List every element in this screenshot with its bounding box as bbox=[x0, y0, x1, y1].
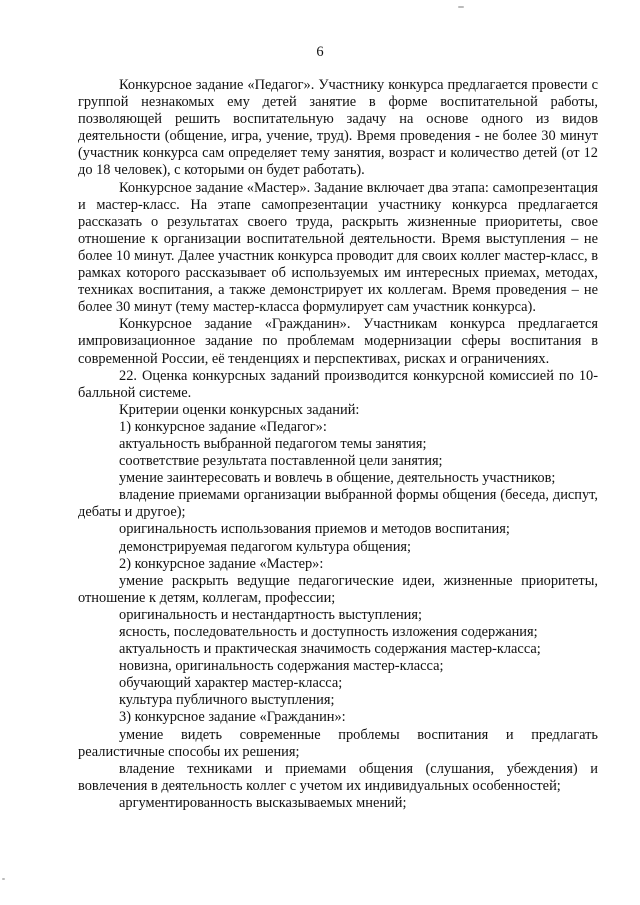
criteria-item: актуальность и практическая значимость содержания мастер-класса; bbox=[119, 641, 541, 658]
criteria-item: умение заинтересовать и вовлечь в общение, деятельность участников; bbox=[119, 470, 556, 487]
criteria-section-pedagog: 1) конкурсное задание «Педагог»: bbox=[119, 418, 327, 435]
criteria-item: оригинальность использования приемов и методов воспитания; bbox=[119, 521, 510, 538]
criteria-item: обучающий характер мастер-класса; bbox=[119, 675, 343, 692]
criteria-heading: Критерии оценки конкурсных заданий: bbox=[119, 401, 360, 418]
criteria-item: демонстрируемая педагогом культура общения; bbox=[119, 538, 412, 555]
paragraph-task-pedagog: Конкурсное задание «Педагог». Участнику конкурса предлагается провести с группой незнакомых ему детей занятие в форме воспитательной работы, позволяющей решить воспитательную задачу на основе одного из видов деятельности (общение, игра, учение, труд). Время проведения - не более 30 минут (участник конкурса сам определяет тему занятия, возраст и количество детей (от 12 до 18 человек), с которыми он будет работать). bbox=[78, 77, 598, 179]
criteria-section-grazhdanin: 3) конкурсное задание «Гражданин»: bbox=[119, 709, 346, 726]
criteria-item: умение видеть современные проблемы воспитания и предлагать реалистичные способы их решения; bbox=[78, 726, 598, 760]
paragraph-evaluation-rule: 22. Оценка конкурсных заданий производится конкурсной комиссией по 10-балльной системе. bbox=[78, 367, 598, 401]
criteria-item: умение раскрыть ведущие педагогические идеи, жизненные приоритеты, отношение к детям, коллегам, профессии; bbox=[78, 572, 598, 606]
criteria-item: культура публичного выступления; bbox=[119, 692, 335, 709]
scan-edge-mark bbox=[458, 6, 464, 8]
criteria-item: соответствие результата поставленной цели занятия; bbox=[119, 453, 443, 470]
criteria-item: оригинальность и нестандартность выступления; bbox=[119, 606, 422, 623]
page-number: 6 bbox=[316, 44, 324, 60]
criteria-item: новизна, оригинальность содержания мастер-класса; bbox=[119, 658, 444, 675]
paragraph-task-master: Конкурсное задание «Мастер». Задание включает два этапа: самопрезентация и мастер-класс. На этапе самопрезентации участнику конкурса предлагается рассказать о результатах своего труда, раскрыть жизненные приоритеты, свое отношение к организации воспитательной деятельности. Время выступления – не более 10 минут. Далее участник конкурса проводит для своих коллег мастер-класс, в рамках которого рассказывает об используемых им интересных приемах, методах, техниках воспитания, а также демонстрирует их коллегам. Время проведения – не более 30 минут (тему мастер-класса формулирует сам участник конкурса). bbox=[78, 179, 598, 316]
criteria-item: владение приемами организации выбранной формы общения (беседа, диспут, дебаты и другое); bbox=[78, 487, 598, 521]
scan-edge-mark bbox=[2, 878, 5, 880]
criteria-item: актуальность выбранной педагогом темы занятия; bbox=[119, 435, 427, 452]
criteria-section-master: 2) конкурсное задание «Мастер»: bbox=[119, 555, 324, 572]
criteria-item: ясность, последовательность и доступность изложения содержания; bbox=[119, 624, 538, 640]
document-body bbox=[78, 77, 598, 812]
paragraph-task-grazhdanin: Конкурсное задание «Гражданин». Участникам конкурса предлагается импровизационное задание по проблемам модернизации сферы воспитания в современной России, её тенденциях и перспективах, рисках и ограничениях. bbox=[78, 316, 598, 367]
criteria-item: владение техниками и приемами общения (слушания, убеждения) и вовлечения в деятельность коллег с учетом их индивидуальных особенностей; bbox=[78, 760, 598, 794]
criteria-item: аргументированность высказываемых мнений; bbox=[119, 794, 407, 811]
